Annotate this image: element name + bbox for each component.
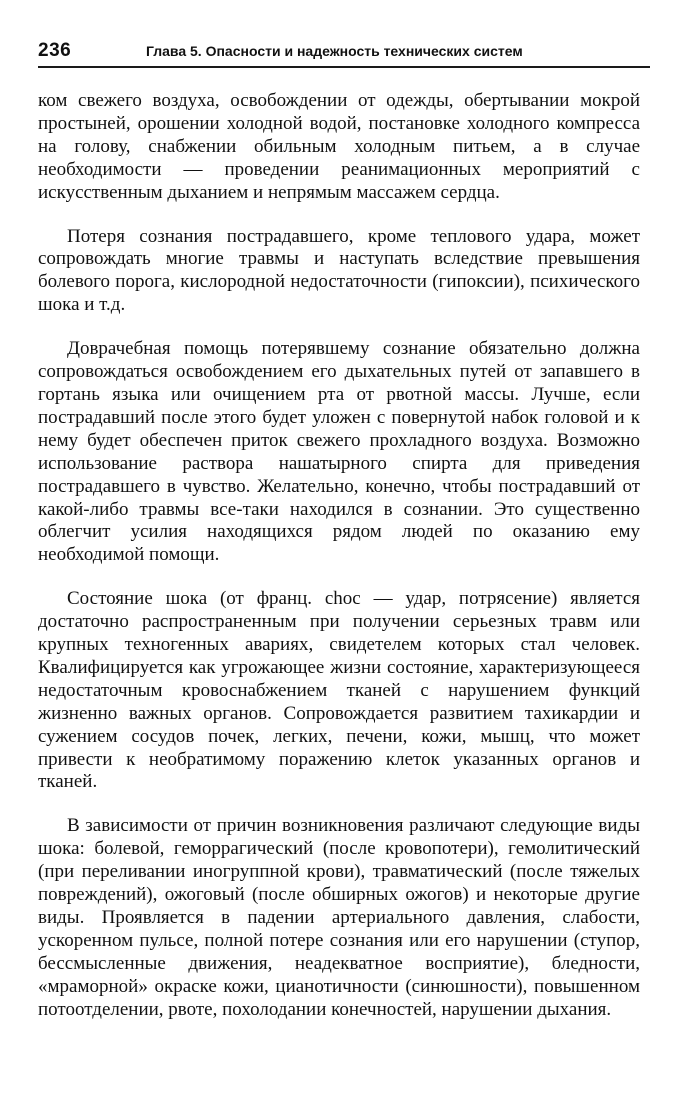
page-number: 236 bbox=[38, 40, 72, 61]
running-head: Глава 5. Опасности и надежность технических систем bbox=[146, 43, 523, 59]
page-header bbox=[38, 38, 650, 68]
body-text bbox=[38, 90, 640, 1043]
paragraph-loss-of-consciousness: Потеря сознания пострадавшего, кроме теплового удара, может сопровождать многие травмы и наступать вследствие превышения болевого порога, кислородной недостаточности (гипоксии), психического шока и т.д. bbox=[38, 225, 640, 316]
paragraph-continuation: ком свежего воздуха, освобождении от одежды, обертывании мокрой простыней, орошении холодной водой, постановке холодного компресса на голову, снабжении обильным холодным питьем, а в случае необходимости — проведении реанимационных мероприятий с искусственным дыханием и непрямым массажем сердца. bbox=[38, 90, 640, 203]
paragraph-shock-state: Состояние шока (от франц. choc — удар, потрясение) является достаточно распространенным при получении серьезных травм или крупных техногенных авариях, свидетелем которых стал человек. Квалифицируется как угрожающее жизни состояние, характеризующееся недостаточным кровоснабжением тканей с нарушением функций жизненно важных органов. Сопровождается развитием тахикардии и сужением сосудов почек, легких, печени, кожи, мышц, что может привести к необратимому поражению клеток указанных органов и тканей. bbox=[38, 588, 640, 793]
paragraph-first-aid: Доврачебная помощь потерявшему сознание обязательно должна сопровождаться освобождением его дыхательных путей от запавшего в гортань языка или очищением рта от рвотной массы. Лучше, если пострадавший после этого будет уложен с повернутой набок головой и к нему будет обеспечен приток свежего прохладного воздуха. Возможно использование раствора нашатырного спирта для приведения пострадавшего в чувство. Желательно, конечно, чтобы пострадавший от какой-либо травмы все-таки находился в сознании. Это существенно облегчит усилия находящихся рядом людей по оказанию ему необходимой помощи. bbox=[38, 338, 640, 566]
paragraph-shock-types: В зависимости от причин возникновения различают следующие виды шока: болевой, геморрагический (после кровопотери), гемолитический (при переливании иногруппной крови), травматический (после тяжелых повреждений), ожоговый (после обширных ожогов) и некоторые другие виды. Проявляется в падении артериального давления, слабости, ускоренном пульсе, полной потере сознания или его нарушении (ступор, бессмысленные движения, неадекватное восприятие), бледности, «мраморной» окраске кожи, цианотичности (синюшности), повышенном потоотделении, рвоте, похолодании конечностей, нарушении дыхания. bbox=[38, 815, 640, 1020]
